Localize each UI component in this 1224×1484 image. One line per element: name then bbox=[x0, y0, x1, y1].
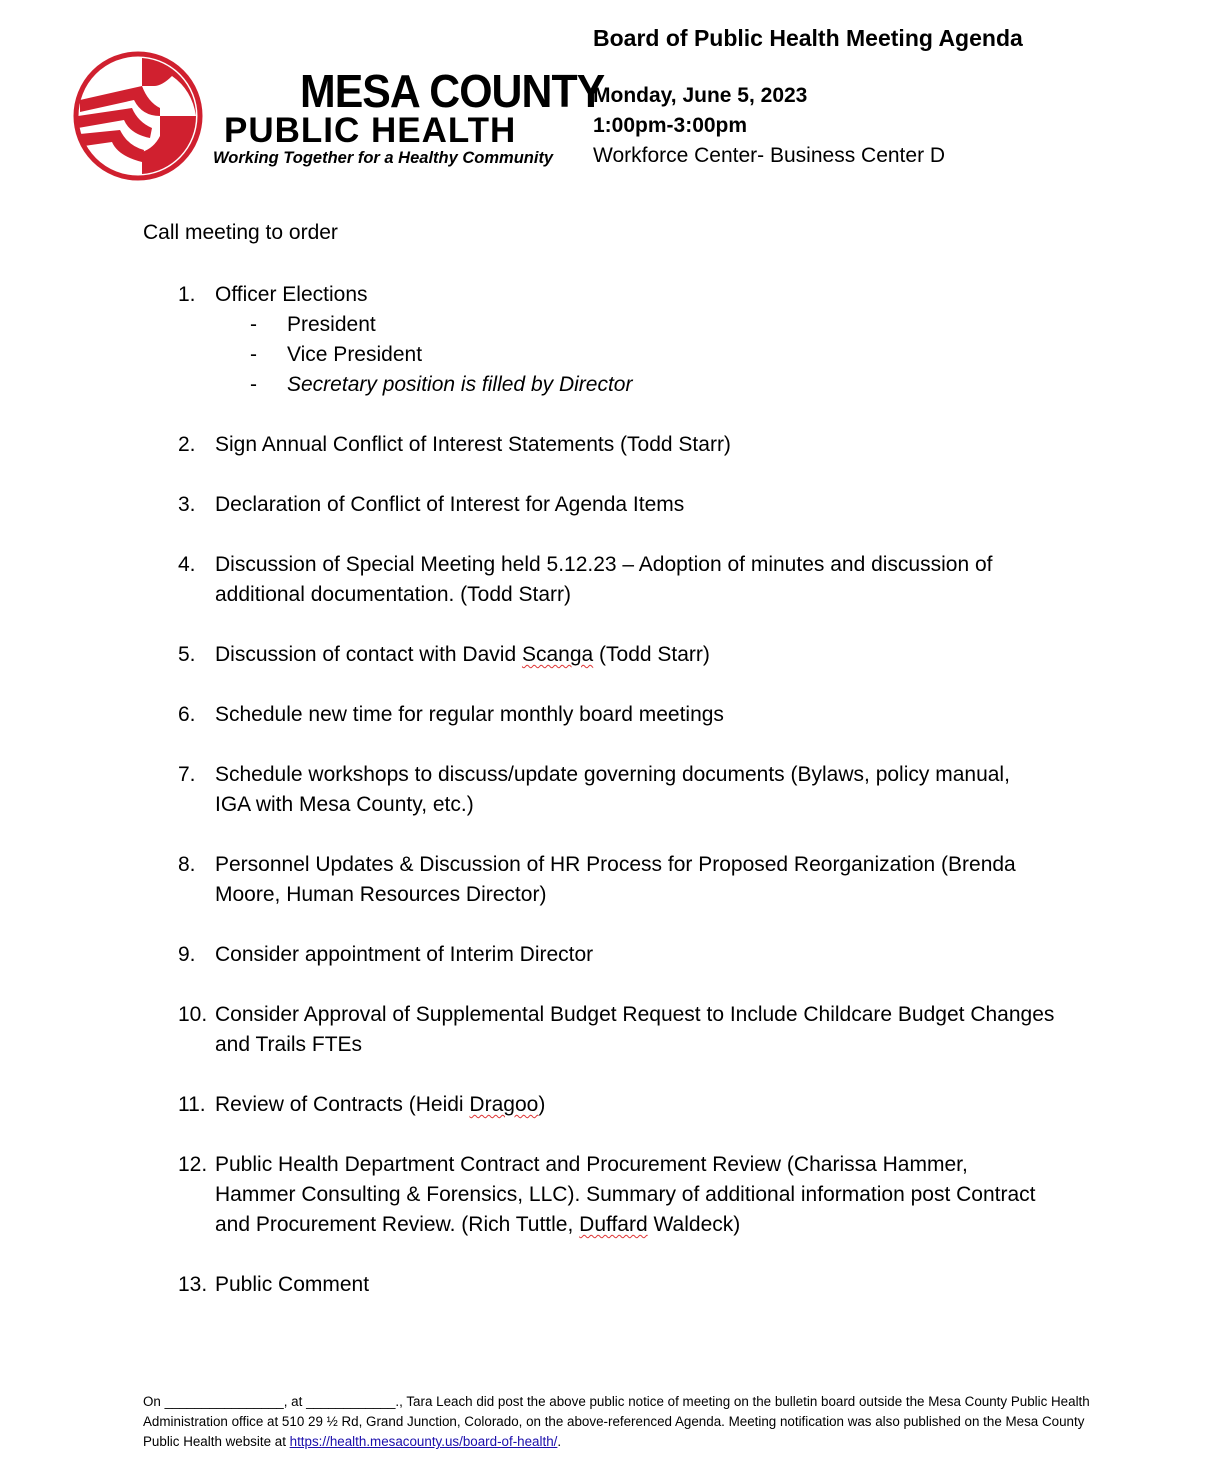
item-number: 13. bbox=[178, 1273, 208, 1296]
agenda-title: Board of Public Health Meeting Agenda bbox=[593, 25, 1023, 51]
item-number: 11. bbox=[178, 1093, 206, 1116]
item-text-line: Hammer Consulting & Forensics, LLC). Summary of additional information post Contract bbox=[215, 1183, 1036, 1206]
spellcheck-word: Scanga bbox=[521, 643, 594, 666]
logo-emblem-icon bbox=[72, 50, 212, 185]
item-text bbox=[215, 1150, 1095, 1240]
item-text-part: ) bbox=[538, 1093, 546, 1116]
item-text-line: Discussion of Special Meeting held 5.12.23 – Adoption of minutes and discussion of bbox=[215, 553, 993, 576]
item-text: Public Comment bbox=[215, 1273, 370, 1296]
board-of-health-link[interactable]: https://health.mesacounty.us/board-of-health/ bbox=[289, 1434, 558, 1449]
item-text-part: Discussion of contact with David bbox=[215, 643, 522, 666]
logo-subname: PUBLIC HEALTH bbox=[224, 111, 517, 150]
item-text-part: Waldeck) bbox=[647, 1213, 741, 1236]
sub-text: President bbox=[287, 313, 376, 336]
item-text bbox=[215, 640, 1095, 670]
item-text-line: Schedule workshops to discuss/update governing documents (Bylaws, policy manual, bbox=[215, 763, 1010, 786]
sub-dash: - bbox=[250, 373, 257, 396]
meeting-date: Monday, June 5, 2023 bbox=[593, 84, 808, 107]
sub-dash: - bbox=[250, 313, 257, 336]
item-number: 10. bbox=[178, 1003, 208, 1026]
item-text-line: Personnel Updates & Discussion of HR Process for Proposed Reorganization (Brenda bbox=[215, 853, 1016, 876]
logo-name: MESA COUNTY bbox=[300, 65, 605, 117]
item-text bbox=[215, 1090, 1095, 1120]
item-text bbox=[215, 760, 1095, 820]
notice-text-end: . bbox=[557, 1434, 562, 1449]
item-text-line: Public Health Department Contract and Procurement Review (Charissa Hammer, bbox=[215, 1153, 968, 1176]
item-number: 9. bbox=[178, 943, 196, 966]
logo-tagline: Working Together for a Healthy Community bbox=[213, 149, 554, 167]
spellcheck-word: Duffard bbox=[579, 1213, 648, 1236]
item-text-part: Review of Contracts (Heidi bbox=[215, 1093, 470, 1116]
sub-text: Secretary position is filled by Director bbox=[287, 373, 633, 396]
item-text: Sign Annual Conflict of Interest Statements (Todd Starr) bbox=[215, 433, 731, 456]
item-text: Consider appointment of Interim Director bbox=[215, 943, 594, 966]
meeting-location: Workforce Center- Business Center D bbox=[593, 144, 946, 167]
item-number: 4. bbox=[178, 553, 196, 576]
item-text-part: (Todd Starr) bbox=[593, 643, 710, 666]
item-number: 8. bbox=[178, 853, 196, 876]
item-number: 7. bbox=[178, 763, 196, 786]
item-text-line: IGA with Mesa County, etc.) bbox=[215, 793, 474, 816]
item-text bbox=[215, 1000, 1095, 1060]
item-text-line: additional documentation. (Todd Starr) bbox=[215, 583, 572, 606]
organization-logo bbox=[72, 50, 605, 185]
sub-dash: - bbox=[250, 343, 257, 366]
item-text-line: Consider Approval of Supplemental Budget Request to Include Childcare Budget Changes bbox=[215, 1003, 1055, 1026]
item-text: Declaration of Conflict of Interest for Agenda Items bbox=[215, 493, 685, 516]
sub-text: Vice President bbox=[287, 343, 423, 366]
item-text bbox=[215, 850, 1095, 910]
item-number: 12. bbox=[178, 1153, 208, 1176]
item-text-line: Moore, Human Resources Director) bbox=[215, 883, 547, 906]
spellcheck-word: Dragoo bbox=[469, 1093, 539, 1116]
item-number: 6. bbox=[178, 703, 196, 726]
item-number: 1. bbox=[178, 283, 196, 306]
item-text-line: and Trails FTEs bbox=[215, 1033, 363, 1056]
item-number: 3. bbox=[178, 493, 196, 516]
call-to-order: Call meeting to order bbox=[143, 221, 338, 244]
item-text-part: and Procurement Review. (Rich Tuttle, bbox=[215, 1213, 580, 1236]
notice-text: On ________________, at ____________., Tara Leach did post the above public notice of meeting on the bulletin board outside the Mesa County Public Health Administration office at 510 29 ½ Rd, Grand Junction, Colorado, on the above-referenced Agenda. Meeting notification was also published on the Mesa County Public Health website at bbox=[143, 1394, 1090, 1449]
meeting-time: 1:00pm-3:00pm bbox=[593, 114, 748, 137]
item-number: 5. bbox=[178, 643, 196, 666]
posting-notice bbox=[143, 1392, 1093, 1452]
item-number: 2. bbox=[178, 433, 196, 456]
item-text: Officer Elections bbox=[215, 283, 368, 306]
item-text: Schedule new time for regular monthly board meetings bbox=[215, 703, 724, 726]
item-text bbox=[215, 550, 1095, 610]
